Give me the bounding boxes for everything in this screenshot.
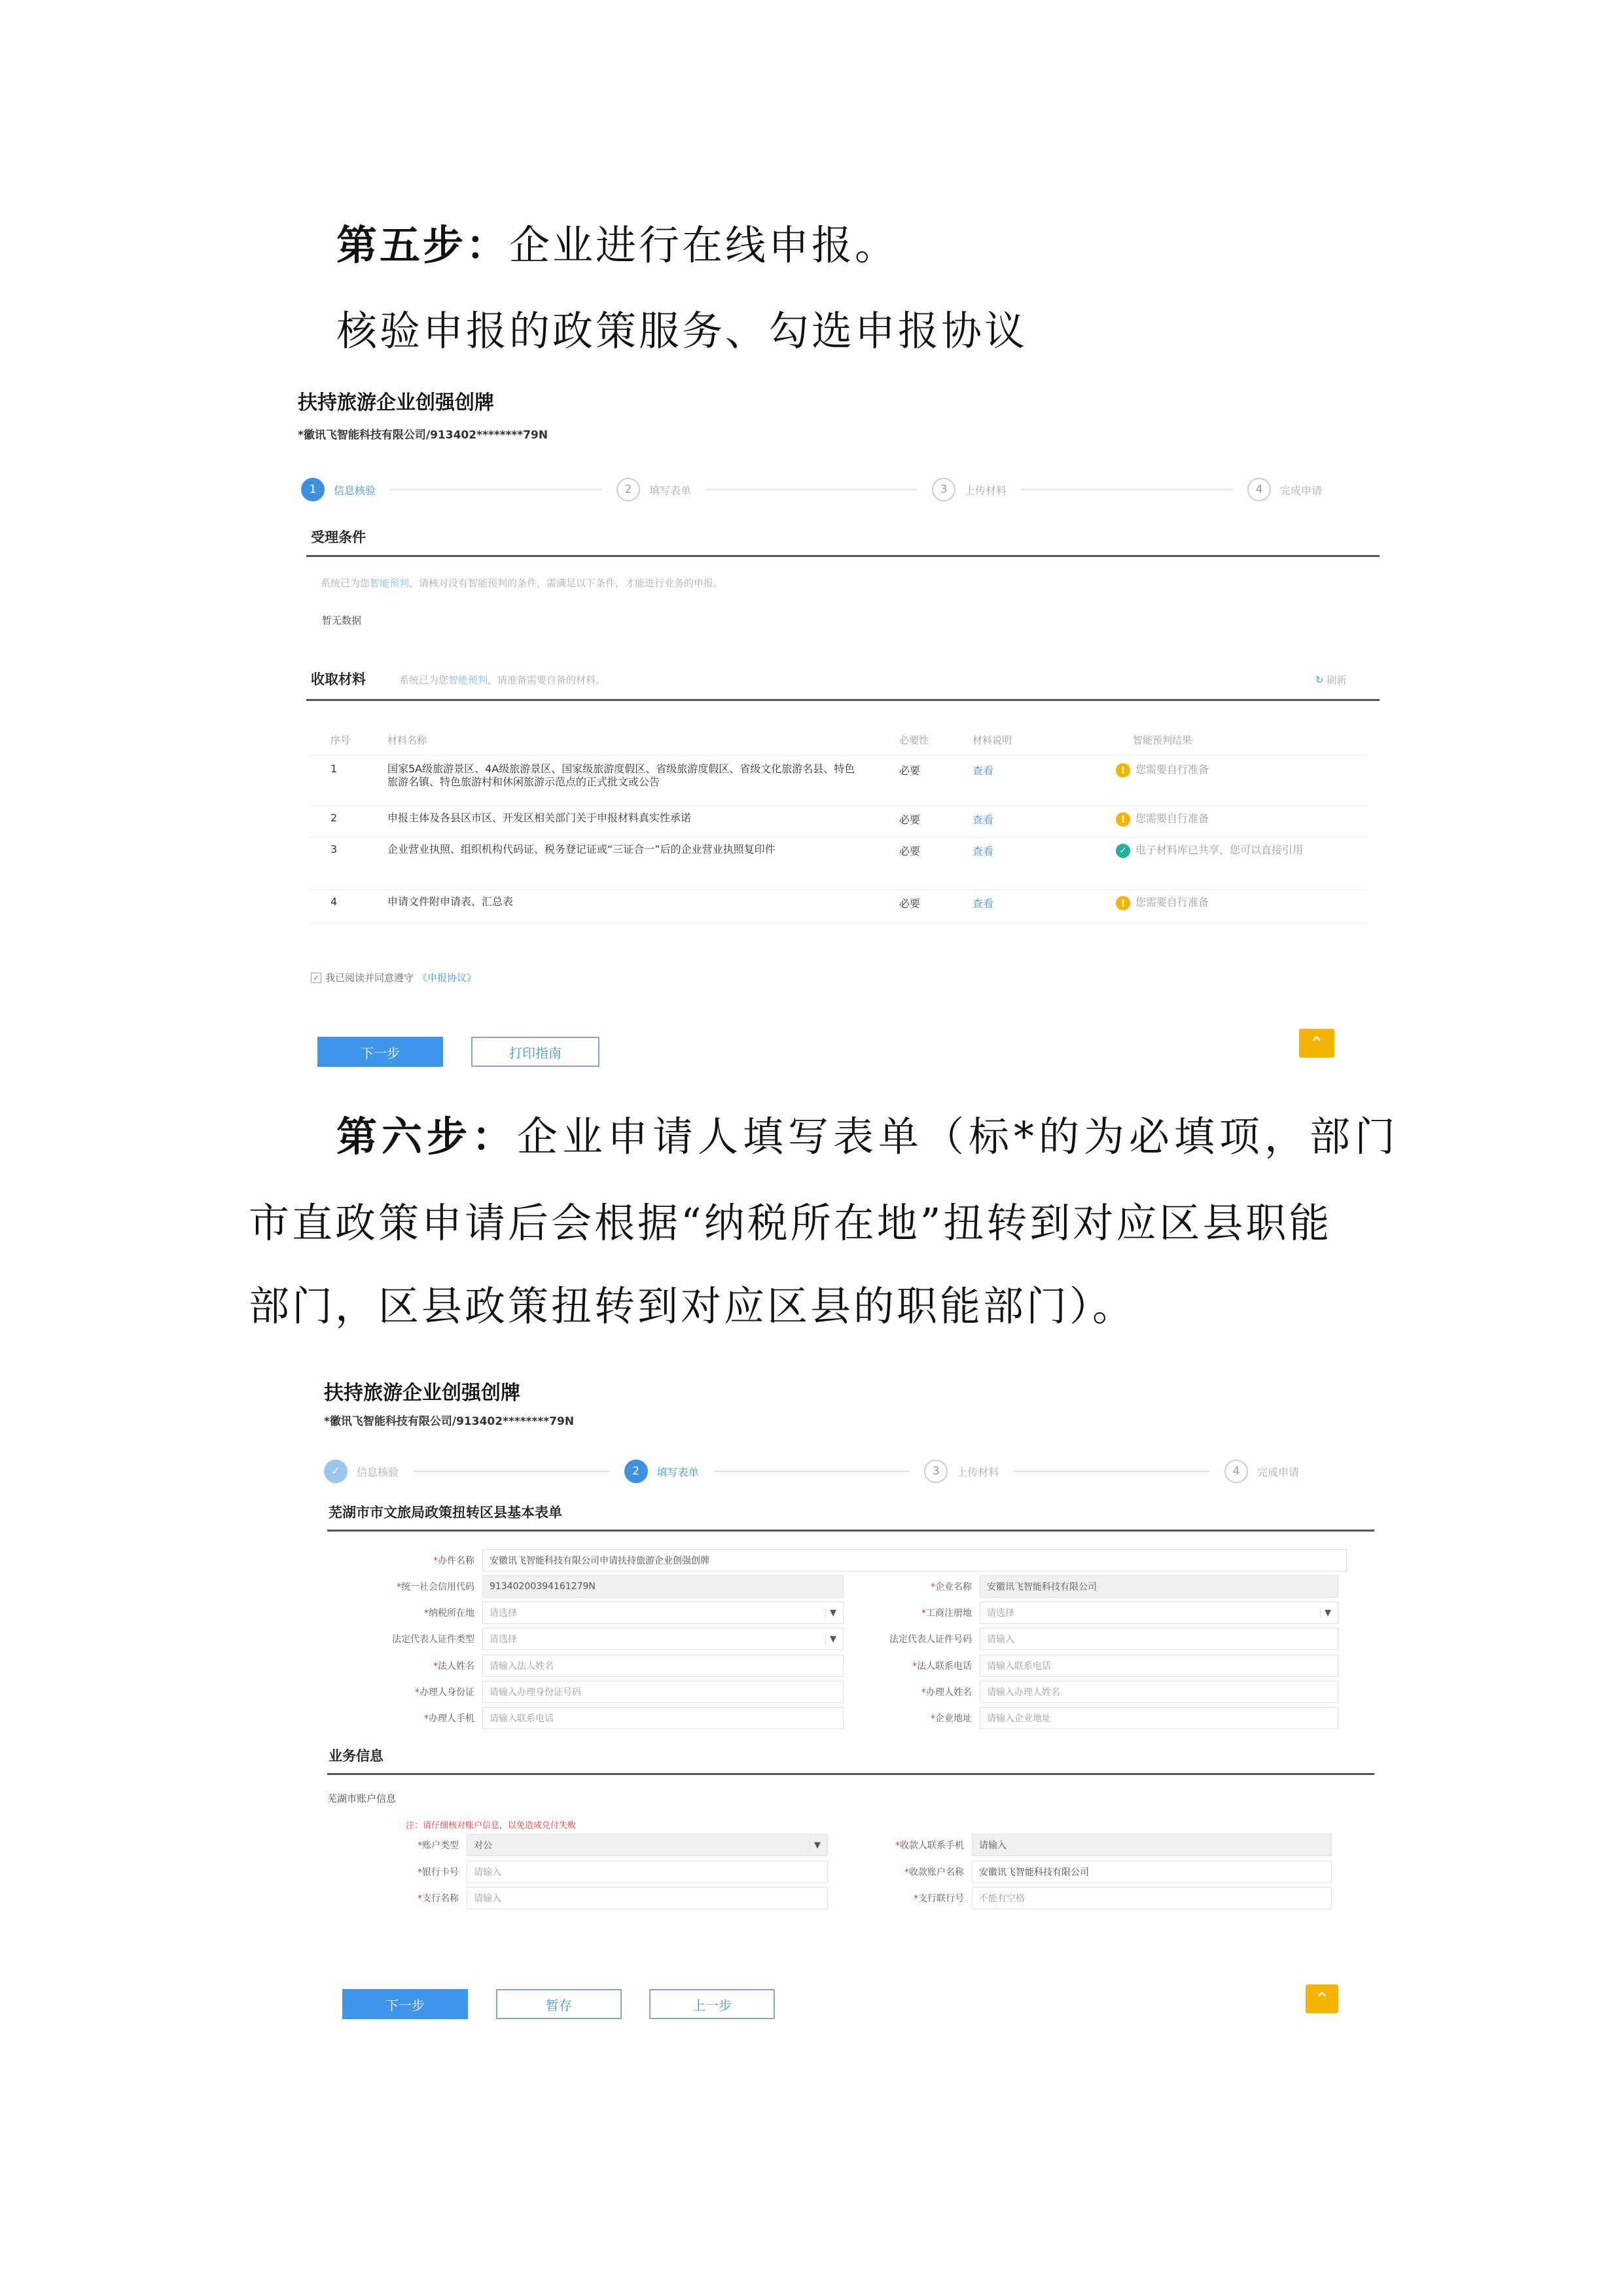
- field-label-text: 法人姓名: [438, 1660, 474, 1672]
- step-4[interactable]: [1224, 1460, 1299, 1483]
- required-mark: *: [921, 1687, 926, 1698]
- form-row: [818, 1861, 1332, 1883]
- required-mark: *: [912, 1660, 917, 1672]
- hint-text: 系统已为您: [399, 674, 449, 686]
- step-1[interactable]: [324, 1460, 399, 1483]
- step-number: 2: [624, 1460, 648, 1483]
- field-label-text: 工商注册地: [926, 1608, 972, 1619]
- check-circle-icon: ✓: [1116, 844, 1130, 858]
- refresh-icon: ↻: [1315, 674, 1324, 686]
- step5-heading: [336, 213, 898, 271]
- field-label-text: 法定代表人证件类型: [392, 1634, 474, 1645]
- material-name: 企业营业执照、组织机构代码证、税务登记证或“三证合一”后的企业营业执照复印件: [387, 843, 776, 855]
- step-label: 信息核验: [357, 1465, 399, 1479]
- field-label-text: 法人联系电话: [917, 1660, 972, 1672]
- table-row: [308, 806, 1368, 838]
- field-label: [818, 1865, 972, 1878]
- field-value: 91340200394161279N: [490, 1581, 596, 1592]
- field-value: 不能有空格: [979, 1893, 1025, 1904]
- result-text: 您需要自行准备: [1135, 812, 1209, 825]
- step6-line3: 部门，区县政策扭转到对应区县的职能部门）。: [249, 1282, 1136, 1330]
- required-flag: 必要: [899, 845, 921, 857]
- step5-label: 第五步：: [336, 221, 510, 269]
- chevron-down-icon: ▼: [825, 1608, 836, 1618]
- form-row: [347, 1861, 828, 1883]
- form-row-case-name: [347, 1549, 1347, 1571]
- required-flag: 必要: [899, 764, 921, 777]
- text-input[interactable]: [972, 1861, 1332, 1883]
- field-value: 对公: [474, 1840, 492, 1851]
- step-label: 上传材料: [957, 1465, 999, 1479]
- required-flag: 必要: [899, 897, 921, 910]
- field-label-text: 企业名称: [935, 1582, 972, 1592]
- step-number: ✓: [324, 1460, 348, 1483]
- agreement-link[interactable]: 《申报协议》: [418, 972, 477, 984]
- required-mark: *: [418, 1867, 422, 1878]
- step-label: 信息核验: [334, 484, 376, 497]
- field-label-text: 办理人姓名: [926, 1687, 972, 1698]
- table-row: [308, 757, 1368, 806]
- form-row: [347, 1655, 844, 1677]
- field-label: [818, 1892, 972, 1905]
- field-label: [818, 1839, 972, 1852]
- column-header: 智能预判结果: [1133, 734, 1192, 746]
- field-label-text: 银行卡号: [422, 1867, 459, 1878]
- step-label: 填写表单: [649, 484, 692, 497]
- field-label: [347, 1632, 482, 1645]
- required-mark: *: [433, 1660, 438, 1672]
- table-row: [308, 890, 1368, 923]
- save-draft-button[interactable]: 暂存: [496, 1989, 622, 2019]
- step-connector: [1021, 489, 1233, 490]
- divider: [327, 1773, 1374, 1775]
- field-label: [347, 1712, 482, 1725]
- step-4[interactable]: [1247, 478, 1322, 501]
- form-row: [347, 1707, 844, 1729]
- column-header: 序号: [330, 734, 351, 746]
- back-to-top-icon[interactable]: ⌃: [1299, 1029, 1334, 1058]
- required-mark: *: [418, 1893, 422, 1904]
- column-header: 材料说明: [972, 734, 1012, 746]
- select-field[interactable]: [482, 1602, 844, 1624]
- text-input[interactable]: [467, 1887, 828, 1909]
- progress-steps: [324, 1460, 1299, 1483]
- result-text: 您需要自行准备: [1135, 896, 1209, 908]
- view-link[interactable]: 查看: [972, 764, 994, 777]
- step-connector: [413, 1471, 610, 1472]
- step-label: 上传材料: [965, 484, 1007, 497]
- field-label-text: 企业地址: [935, 1713, 972, 1724]
- field-value: 请输入办理人姓名: [987, 1687, 1060, 1698]
- text-input[interactable]: [482, 1575, 844, 1598]
- step-3[interactable]: [924, 1460, 999, 1483]
- material-name: 申报主体及各县区市区、开发区相关部门关于申报材料真实性承诺: [387, 812, 692, 824]
- field-value: 安徽讯飞智能科技有限公司: [987, 1582, 1097, 1592]
- next-button[interactable]: 下一步: [317, 1037, 443, 1067]
- field-label: [347, 1685, 482, 1698]
- conditions-hint: [321, 576, 723, 590]
- materials-hint: [399, 673, 605, 687]
- form-row: [347, 1681, 844, 1703]
- field-value: 请选择: [490, 1608, 517, 1619]
- form-row: [347, 1602, 844, 1624]
- field-label: [844, 1580, 980, 1593]
- account-info-title: 芜湖市账户信息: [327, 1793, 397, 1804]
- step-label: 完成申请: [1280, 484, 1323, 497]
- step-number: 4: [1224, 1460, 1248, 1483]
- field-label-text: 收款账户名称: [909, 1867, 964, 1878]
- predict-result: [1116, 894, 1209, 910]
- page-title: 扶持旅游企业创强创牌: [298, 391, 494, 414]
- empty-data: 暂无数据: [322, 615, 362, 626]
- select-field[interactable]: [467, 1834, 828, 1856]
- view-link[interactable]: 查看: [972, 814, 994, 826]
- field-value: 请输入企业地址: [987, 1713, 1051, 1724]
- step-2[interactable]: [616, 478, 691, 501]
- warning-icon: !: [1116, 896, 1130, 910]
- step-1[interactable]: [301, 478, 376, 501]
- field-label: [347, 1839, 467, 1852]
- form-row: [844, 1655, 1338, 1677]
- step-number: 2: [616, 478, 640, 501]
- company-subtitle: *徽讯飞智能科技有限公司/913402********79N: [324, 1415, 575, 1428]
- text-input[interactable]: [482, 1681, 844, 1703]
- materials-title: 收取材料: [311, 672, 366, 687]
- column-header: 必要性: [899, 734, 929, 746]
- step-label: 完成申请: [1257, 1465, 1299, 1479]
- divider: [306, 555, 1380, 557]
- field-label: [347, 1892, 467, 1905]
- text-input[interactable]: [467, 1861, 828, 1883]
- field-value: 请输入: [474, 1867, 501, 1878]
- screenshot-fill-form: [321, 1371, 1381, 2032]
- required-mark: *: [397, 1582, 401, 1592]
- step-connector: [1013, 1471, 1210, 1472]
- text-input[interactable]: [980, 1707, 1338, 1729]
- form-row: [844, 1602, 1338, 1624]
- field-label-text: 收款人联系手机: [900, 1840, 964, 1851]
- text-input[interactable]: [980, 1681, 1338, 1703]
- text-input[interactable]: [980, 1655, 1338, 1677]
- field-label-text: 支行联行号: [918, 1893, 964, 1904]
- required-mark: *: [424, 1713, 429, 1724]
- field-label: [347, 1606, 482, 1619]
- row-number: 3: [330, 843, 338, 855]
- business-info-title: 业务信息: [329, 1748, 383, 1764]
- chevron-down-icon: ▼: [1320, 1608, 1331, 1618]
- field-value: 请输入联系电话: [987, 1660, 1051, 1672]
- table-header: [308, 730, 1368, 756]
- text-input[interactable]: [980, 1575, 1338, 1598]
- required-mark: *: [424, 1608, 429, 1619]
- required-mark: *: [931, 1713, 935, 1724]
- predict-result: [1116, 810, 1209, 827]
- step6-line1: [336, 1104, 1400, 1162]
- agree-label: 我已阅读并同意遵守: [325, 972, 414, 984]
- step-connector: [705, 489, 918, 490]
- field-value: 请输入法人姓名: [490, 1660, 554, 1672]
- required-mark: *: [895, 1840, 900, 1851]
- warning-icon: !: [1116, 812, 1130, 827]
- required-mark: *: [904, 1867, 909, 1878]
- field-label-text: 办理人手机: [429, 1713, 474, 1724]
- form-row: [844, 1575, 1338, 1598]
- next-button[interactable]: 下一步: [342, 1989, 468, 2019]
- row-number: 4: [330, 895, 338, 908]
- form-row: [347, 1887, 828, 1909]
- step6-text: 企业申请人填写表单（标*的为必填项，部门: [517, 1113, 1400, 1160]
- step-number: 4: [1247, 478, 1271, 501]
- field-value: 请输入: [979, 1840, 1007, 1851]
- field-label-text: 法定代表人证件号码: [889, 1634, 972, 1645]
- field-label: *办件名称: [433, 1556, 474, 1566]
- step6-line2: 市直政策申请后会根据“纳税所在地”扭转到对应区县职能: [249, 1199, 1332, 1247]
- step5-text: 企业进行在线申报。: [509, 221, 899, 269]
- field-value: 请输入办理身份证号码: [490, 1687, 581, 1698]
- form-row: [844, 1681, 1338, 1703]
- field-value: 请选择: [987, 1608, 1014, 1619]
- screenshot-info-verify: [294, 380, 1381, 1080]
- text-input[interactable]: [482, 1655, 844, 1677]
- form-row: [818, 1834, 1332, 1856]
- form-row: [844, 1707, 1338, 1729]
- result-text: 电子材料库已共享，您可以直接引用: [1135, 844, 1304, 856]
- step-connector: [390, 489, 602, 490]
- back-to-top-icon[interactable]: ⌃: [1306, 1984, 1338, 2013]
- field-label: [844, 1606, 980, 1619]
- company-subtitle: *徽讯飞智能科技有限公司/913402********79N: [298, 429, 548, 442]
- field-value: 请选择: [490, 1634, 517, 1645]
- field-value: 请输入: [474, 1893, 501, 1904]
- checkbox-checked-icon: ✓: [311, 973, 321, 983]
- field-label: [844, 1632, 980, 1645]
- smart-predict-link[interactable]: 智能预判: [370, 577, 410, 589]
- required-mark: *: [418, 1840, 422, 1851]
- material-name: 申请文件附申请表、汇总表: [387, 895, 514, 908]
- step-number: 3: [932, 478, 955, 501]
- select-field[interactable]: [980, 1602, 1338, 1624]
- result-text: 您需要自行准备: [1135, 763, 1209, 776]
- print-guide-button[interactable]: 打印指南: [471, 1037, 599, 1067]
- field-label-text: 纳税所在地: [429, 1608, 474, 1619]
- table-row: [308, 838, 1368, 890]
- field-label: [844, 1712, 980, 1725]
- refresh-button[interactable]: [1315, 673, 1346, 687]
- progress-steps: [301, 478, 1322, 501]
- required-mark: *: [921, 1608, 926, 1619]
- materials-table: [308, 730, 1368, 992]
- prev-button[interactable]: 上一步: [649, 1989, 775, 2019]
- field-label: [844, 1659, 980, 1672]
- required-mark: *: [914, 1893, 918, 1904]
- chevron-down-icon: ▼: [825, 1634, 836, 1644]
- step5-subtitle: 核验申报的政策服务、勾选申报协议: [336, 307, 1028, 355]
- step-label: 填写表单: [656, 1465, 699, 1479]
- step6-label: 第六步：: [336, 1113, 518, 1160]
- form-row: [347, 1834, 828, 1856]
- select-field[interactable]: [482, 1628, 844, 1650]
- required-mark: *: [415, 1687, 419, 1698]
- text-input[interactable]: [482, 1707, 844, 1729]
- field-label: [347, 1580, 482, 1593]
- field-value: 请输入: [987, 1634, 1014, 1645]
- form-row: [844, 1628, 1338, 1650]
- view-link[interactable]: 查看: [972, 897, 994, 910]
- divider: [327, 1530, 1374, 1532]
- column-header: 材料名称: [387, 734, 427, 746]
- field-label: [844, 1685, 980, 1698]
- step-3[interactable]: [932, 478, 1007, 501]
- predict-result: [1116, 842, 1303, 858]
- text-input[interactable]: [972, 1887, 1332, 1909]
- material-name: 国家5A级旅游景区、4A级旅游景区、国家级旅游度假区、省级旅游度假区、省级文化旅游名县、特色旅游名镇、特色旅游村和休闲旅游示范点的正式批文或公告: [387, 762, 855, 788]
- chevron-down-icon: ▼: [810, 1840, 821, 1850]
- field-value: 安徽讯飞智能科技有限公司: [979, 1867, 1089, 1878]
- hint-text: ，请核对没有智能预判的条件，需满足以下条件，才能进行业务的申报。: [409, 577, 724, 589]
- required-mark: *: [931, 1582, 935, 1592]
- text-input[interactable]: [972, 1834, 1332, 1856]
- required-flag: 必要: [899, 814, 921, 826]
- field-label-text: 统一社会信用代码: [401, 1582, 474, 1592]
- field-label: [347, 1659, 482, 1672]
- hint-text: ，请准备需要自备的材料。: [488, 674, 606, 686]
- form-title: 芜湖市市文旅局政策扭转区县基本表单: [329, 1505, 562, 1520]
- field-value: 请输入联系电话: [490, 1713, 554, 1724]
- step-number: 3: [924, 1460, 948, 1483]
- divider: [306, 699, 1380, 701]
- field-label-text: 账户类型: [422, 1840, 459, 1851]
- step-number: 1: [301, 478, 325, 501]
- warning-icon: !: [1116, 763, 1130, 778]
- field-label: [347, 1865, 467, 1878]
- field-label-text: 支行名称: [422, 1893, 459, 1904]
- account-note: 注：请仔细核对账户信息，以免造成兑付失败: [406, 1821, 577, 1831]
- agree-checkbox[interactable]: [311, 971, 476, 984]
- step-2[interactable]: [624, 1460, 699, 1483]
- row-number: 1: [330, 762, 338, 775]
- form-row: [818, 1887, 1332, 1909]
- form-row: [347, 1575, 844, 1598]
- predict-result: [1116, 761, 1209, 778]
- refresh-label: 刷新: [1327, 674, 1347, 686]
- page-title: 扶持旅游企业创强创牌: [324, 1382, 520, 1405]
- step-connector: [713, 1471, 910, 1472]
- case-name-input[interactable]: 安徽讯飞智能科技有限公司申请扶持旅游企业创强创牌: [482, 1549, 1347, 1571]
- row-number: 2: [330, 812, 338, 824]
- smart-predict-link[interactable]: 智能预判: [448, 674, 488, 686]
- conditions-title: 受理条件: [311, 529, 366, 545]
- view-link[interactable]: 查看: [972, 845, 994, 857]
- hint-text: 系统已为您: [321, 577, 370, 589]
- field-label-text: 办理人身份证: [419, 1687, 474, 1698]
- form-row: [347, 1628, 844, 1650]
- text-input[interactable]: [980, 1628, 1338, 1650]
